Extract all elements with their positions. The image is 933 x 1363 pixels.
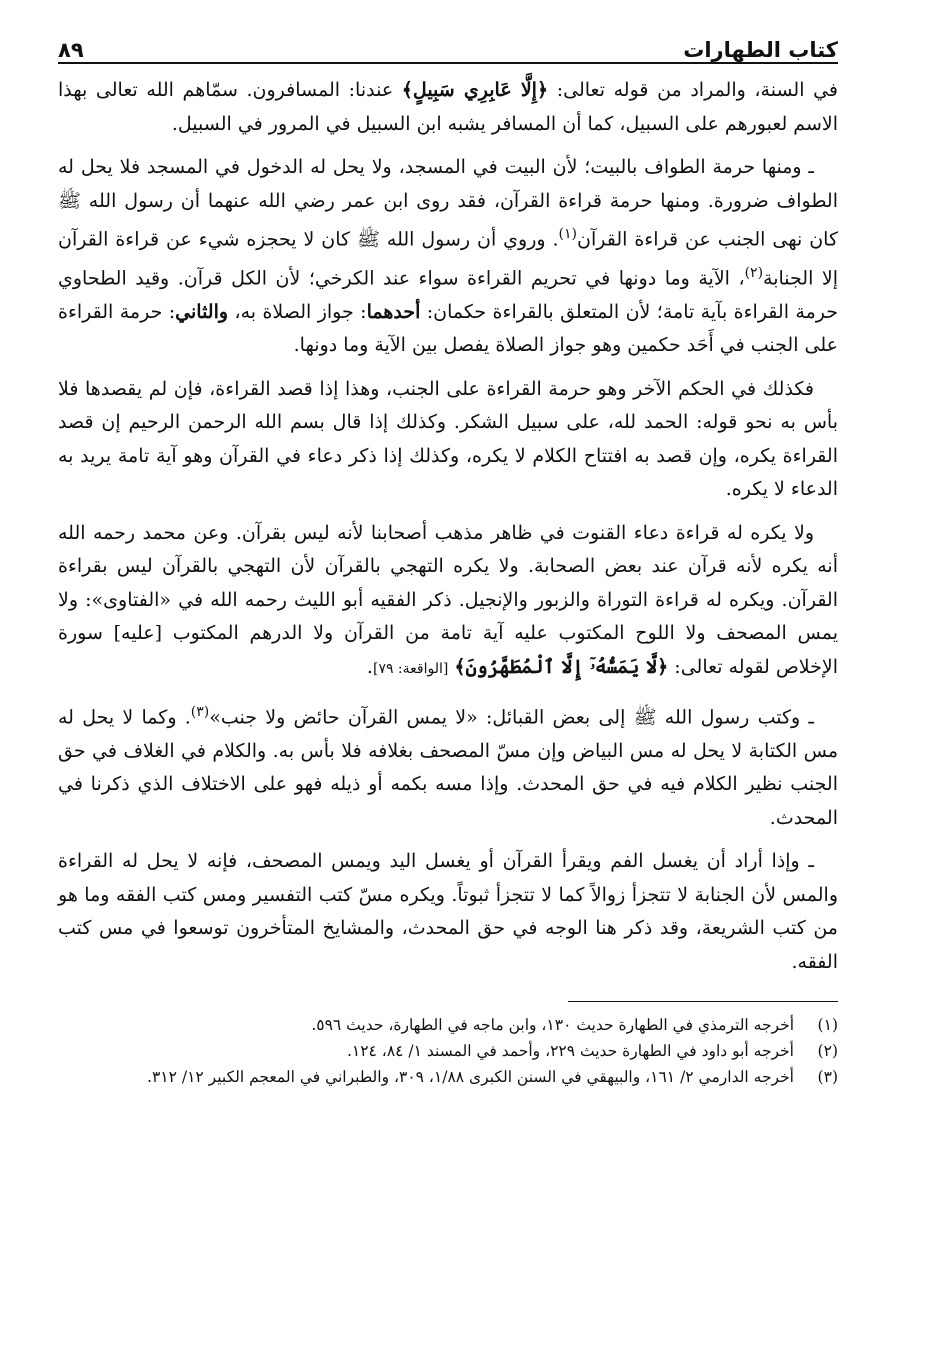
main-text	[58, 74, 838, 979]
paragraph	[58, 517, 838, 687]
text-segment: .	[366, 655, 373, 678]
quran-quote: ﴿إِلَّا عَابِرِي سَبِيلٍ﴾	[401, 79, 549, 101]
text-segment: في السنة، والمراد من قوله تعالى:	[548, 79, 839, 101]
footnote-reference: (٢)	[744, 264, 764, 281]
footnote-number: (١)	[817, 1016, 838, 1035]
footnote-reference: (٣)	[190, 704, 210, 721]
paragraph	[58, 696, 838, 835]
footnote-reference: (١)	[558, 226, 578, 242]
footnotes	[58, 1012, 838, 1090]
verse-reference: [الواقعة: ٧٩]	[372, 660, 449, 677]
book-page	[58, 28, 838, 1090]
paragraph: فكذلك في الحكم الآخر وهو حرمة القراءة على الجنب، وهذا إذا قصد القراءة، فإن لم يقصدها فلا بأس به نحو قوله: الحمد لله، على سبيل الشكر. وكذلك إذا قال بسم الله الرحمن الرحيم إن قصد القراءة يكره، وإن قصد به افتتاح الكلام لا يكره، وكذلك إذا ذكر دعاء في القرآن وهو آية تامة يريد به الدعاء لا يكره.	[58, 377, 838, 501]
page-number: ٨٩	[58, 38, 84, 62]
footnote-text: أخرجه الترمذي في الطهارة حديث ١٣٠، وابن ماجه في الطهارة، حديث ٥٩٦.	[311, 1016, 794, 1035]
text-segment: ، الآية وما دونها في تحريم القراءة سواء عند الكرخي؛ لأن الكل قرآن. وقيد الطحاوي حرمة القراءة بآية تامة؛ لأن المتعلق بالقراءة حكمان:	[58, 267, 838, 323]
bold-term: أحدهما	[366, 300, 421, 323]
text-segment: ـ ومنها حرمة الطواف بالبيت؛ لأن البيت في المسجد، ولا يحل له الدخول في المسجد فلا يحل له الطواف ضرورة. ومنها حرمة قراءة القرآن، فقد روى ابن عمر رضي الله عنهما أن رسول الله ﷺ كان نهى الجنب عن قراءة القرآن	[58, 156, 838, 251]
footnote-text: أخرجه الدارمي ٢/ ١٦١، والبيهقي في السنن الكبرى ١/٨٨، ٣٠٩، والطبراني في المعجم الكبير ١٢/ ٣١٢.	[147, 1068, 794, 1087]
paragraph: ـ وإذا أراد أن يغسل الفم ويقرأ القرآن أو يغسل اليد ويمس المصحف، فإنه لا يحل له القراءة والمس لأن الجنابة لا تتجزأ زوالاً كما لا تتجزأ ثبوتاً. ويكره مسّ كتب التفسير ومس كتب الفقه وما هو من كتب الشريعة، وقد ذكر هنا الوجه في حق المحدث، والمشايخ المتأخرون توسعوا في مس كتب الفقه.	[58, 850, 838, 973]
footnote-number: (٢)	[817, 1042, 838, 1061]
running-title: كتاب الطهارات	[683, 38, 838, 62]
text-segment: عندنا: المسافرون. سمّاهم الله تعالى بهذا الاسم لعبورهم على السبيل، كما أن المسافر يشبه ابن السبيل في المرور في السبيل.	[58, 79, 838, 135]
text-segment: . وكما لا يحل له مس الكتابة لا يحل له مس البياض وإن مسّ المصحف بغلافه فلا بأس به. والكلام في الغلاف في حق الجنب نظير الكلام فيه في حق المحدث. وإذا مسه بكمه أو ذيله فهو على الاختلاف الذي ذكرنا في المحدث.	[58, 706, 838, 829]
text-segment: ولا يكره له قراءة دعاء القنوت في ظاهر مذهب أصحابنا لأنه ليس بقرآن. وعن محمد رحمه الله أنه يكره لأنه قرآن عند بعض الصحابة. ولا يكره التهجي بالقرآن لأن التهجي بالقرآن ليس بقراءة القرآن. ويكره له قراءة التوراة والزبور والإنجيل. ذكر الفقيه أبو الليث رحمه الله في «الفتاوى»: ولا يمس المصحف ولا اللوح المكتوب عليه آية تامة من القرآن ولا الدرهم المكتوب [عليه] سورة الإخلاص لقوله تعالى:	[58, 521, 838, 678]
text-segment: : حرمة القراءة على الجنب في أَحَد حكمين وهو جواز الصلاة يفصل بين الآية وما دونها.	[58, 300, 838, 357]
footnote	[58, 1038, 838, 1064]
page-header	[58, 28, 838, 64]
footnote	[58, 1012, 838, 1038]
footnote-divider	[568, 1001, 838, 1002]
text-segment: ـ وكتب رسول الله ﷺ إلى بعض القبائل: «لا يمس القرآن حائض ولا جنب»	[209, 706, 814, 729]
quran-quote: ﴿لَّا يَمَسُّهُۥٓ إِلَّا ٱلْمُطَهَّرُونَ﴾	[454, 655, 669, 678]
bold-term: والثاني	[175, 300, 229, 323]
footnote-text: أخرجه أبو داود في الطهارة حديث ٢٢٩، وأحمد في المسند ١/ ٨٤، ١٢٤.	[346, 1042, 794, 1061]
footnote	[58, 1064, 838, 1090]
paragraph	[58, 151, 838, 363]
text-segment: . وروي أن رسول الله ﷺ كان لا يحجزه شيء عن قراءة القرآن إلا الجنابة	[58, 228, 838, 290]
footnote-number: (٣)	[817, 1068, 838, 1087]
paragraph	[58, 74, 838, 141]
text-segment: : جواز الصلاة به،	[228, 300, 367, 323]
